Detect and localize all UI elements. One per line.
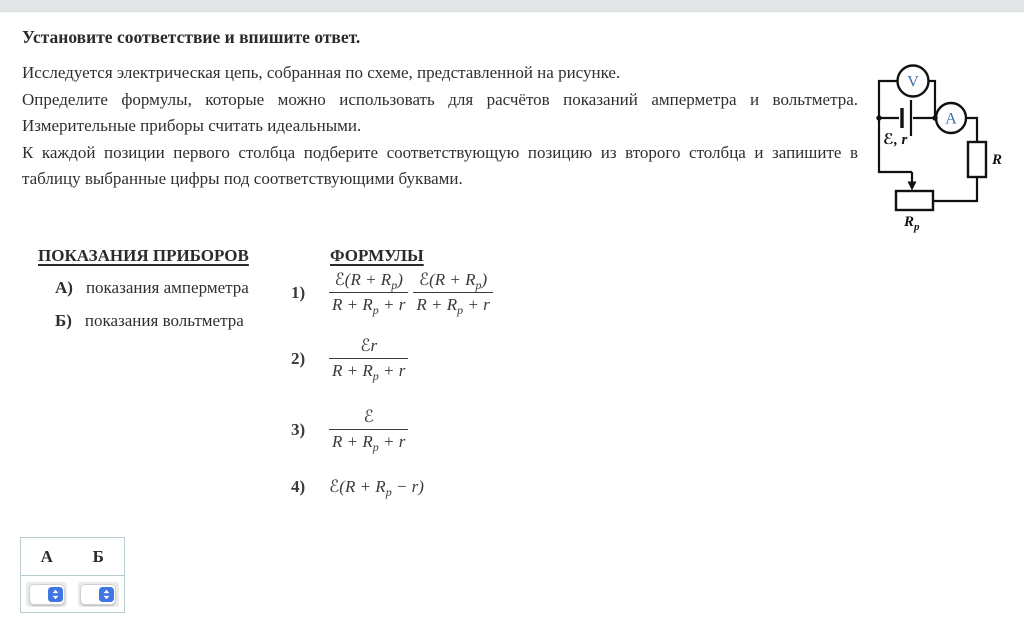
fraction [413, 270, 492, 315]
denominator: $R + R_p + r$ [413, 292, 492, 315]
denominator: $R + R_p + r$ [329, 358, 408, 381]
formula-row-2 [291, 336, 493, 381]
rheostat-symbol [896, 191, 933, 210]
answer-cell-a [21, 582, 73, 607]
answer-column-a-label: А [40, 546, 53, 566]
answer-select-b-control[interactable] [80, 584, 116, 605]
denominator: $R + R_p + r$ [329, 292, 408, 315]
numerator: ℰ [363, 407, 374, 426]
answer-table [20, 537, 125, 613]
resistor-symbol [968, 142, 986, 177]
answer-cell-b [73, 582, 125, 607]
formula-number: 2) [291, 348, 306, 368]
answer-select-a[interactable] [26, 582, 67, 607]
formula-number: 4) [291, 477, 306, 496]
device-letter: А) [55, 278, 73, 297]
voltmeter-letter: V [907, 73, 919, 91]
numerator: ℰr [360, 336, 378, 355]
resistor-label: R [992, 152, 1003, 168]
answer-column-b-label: Б [92, 546, 104, 566]
chevron-up-down-icon [99, 587, 114, 602]
fraction [329, 407, 408, 452]
fraction [329, 336, 408, 381]
task-paragraph-3: Измерительные приборы считать идеальными. [22, 116, 362, 136]
ammeter-letter: A [945, 110, 957, 128]
rheostat-wiper-arrowhead [908, 182, 917, 191]
formula-number: 1) [291, 282, 306, 302]
formula-content [329, 407, 408, 452]
task-paragraph-4: К каждой позиции первого столбца подберите соответствующую позицию из второго столбца и запишите в таблицу выбранные цифры под соответствующими буквами. [22, 142, 858, 189]
circuit-diagram [872, 60, 1022, 238]
formula-expression: ℰ(R + $R_p - r$) [329, 477, 424, 499]
formula-content [329, 336, 408, 381]
formula-row-4 [291, 477, 493, 497]
devices-list [55, 278, 249, 344]
device-letter: Б) [55, 311, 72, 330]
fraction [329, 270, 408, 315]
top-bar [0, 0, 1024, 12]
formula-number: 3) [291, 419, 306, 439]
wire-ammeter-to-resistor [966, 118, 977, 142]
rheostat-label: $R_p$ [904, 214, 920, 233]
junction-dot-right [932, 115, 937, 120]
device-label: показания вольтметра [84, 311, 244, 330]
wire-bottom [933, 177, 977, 201]
formula-row-1 [291, 270, 493, 315]
chevron-up-down-icon [48, 587, 63, 602]
junction-dot-left [876, 115, 881, 120]
answer-select-b[interactable] [78, 582, 119, 607]
denominator: $R + R_p + r$ [329, 429, 408, 452]
formula-row-3 [291, 407, 493, 452]
device-label: показания амперметра [85, 278, 249, 297]
answer-select-a-control[interactable] [29, 584, 65, 605]
formula-content [329, 270, 493, 315]
device-item-b [55, 311, 249, 331]
task-paragraph-2: Определите формулы, которые можно использовать для расчётов показаний амперметра и вольтметра. [22, 89, 858, 109]
devices-column-header: ПОКАЗАНИЯ ПРИБОРОВ [38, 246, 249, 265]
wire-voltmeter-right [929, 81, 936, 118]
task-description [22, 60, 858, 193]
answer-table-header [21, 538, 124, 576]
formulas-column-header: ФОРМУЛЫ [330, 246, 424, 265]
task-paragraph-1: Исследуется электрическая цепь, собранная по схеме, представленной на рисунке. [22, 63, 621, 82]
answer-table-body [21, 576, 124, 612]
numerator: ℰ(R + $R_p$) [334, 270, 403, 292]
device-item-a [55, 278, 249, 298]
formulas-list [291, 270, 493, 497]
page-title: Установите соответствие и впишите ответ. [22, 27, 361, 47]
emf-label: ℰ, r [883, 132, 908, 148]
numerator: ℰ(R + $R_p$) [418, 270, 488, 292]
